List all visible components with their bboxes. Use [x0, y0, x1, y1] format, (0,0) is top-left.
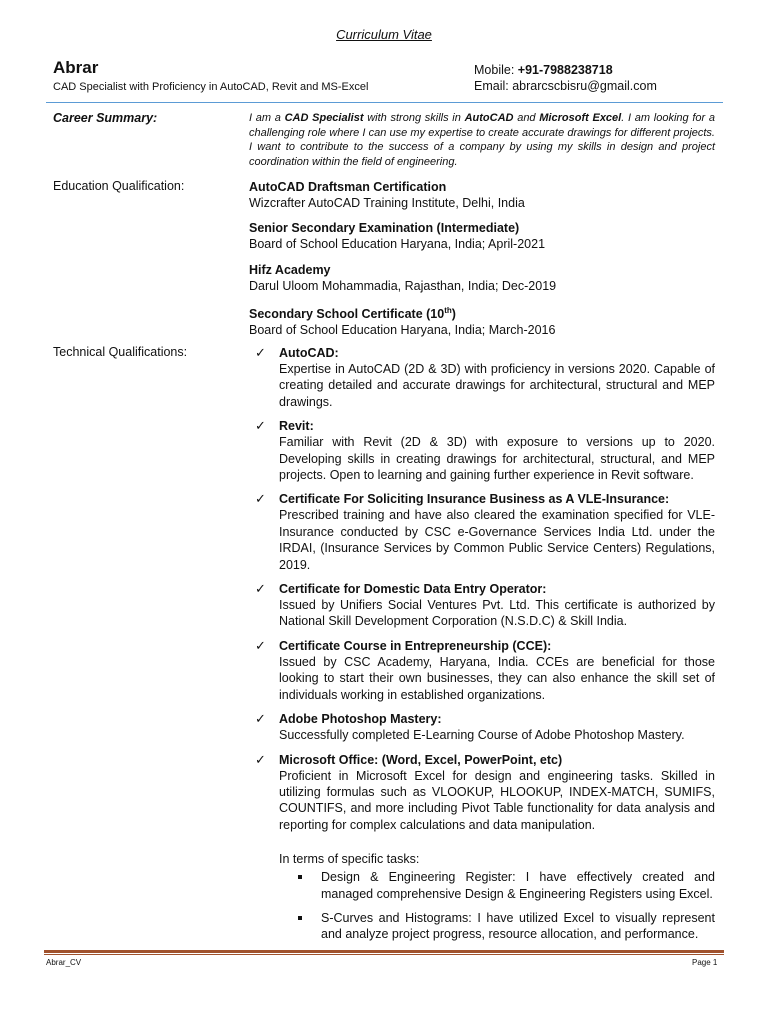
document-title: Curriculum Vitae	[336, 27, 432, 42]
education-item	[249, 303, 719, 338]
email-line	[474, 78, 657, 94]
education-detail: Darul Uloom Mohammadia, Rajasthan, India; Dec-2019	[249, 279, 557, 293]
technical-item-title: Adobe Photoshop Mastery:	[279, 712, 442, 727]
checkmark-icon: ✓	[255, 581, 266, 597]
email-label: Email:	[474, 79, 509, 93]
mobile-line	[474, 62, 657, 78]
technical-item	[249, 711, 715, 743]
checkmark-icon: ✓	[255, 751, 266, 767]
career-summary-text	[249, 111, 715, 169]
checkmark-icon: ✓	[255, 345, 266, 360]
education-item	[249, 220, 719, 252]
footer-divider-thick	[44, 950, 724, 953]
footer-document-name: Abrar_CV	[46, 958, 82, 967]
mobile-number: +91-7988238718	[517, 63, 613, 77]
technical-item-title: Microsoft Office: (Word, Excel, PowerPoint, etc)	[279, 752, 563, 767]
technical-item-detail: Issued by Unifiers Social Ventures Pvt. Ltd. This certificate is authorized by National Skill Development Corporation (N.S.D.C) & Skill India.	[279, 598, 715, 629]
email-address: abrarcscbisru@gmail.com	[512, 79, 657, 93]
technical-item-title: Certificate For Soliciting Insurance Business as A VLE-Insurance:	[279, 492, 670, 507]
summary-text-4: . I am looking for a challenging role where I can use my expertise to create accurate drawings for different projects. I want to contribute to the success of a company by using my skills in design and project coordination within the field of engineering.	[249, 112, 715, 168]
education-title	[249, 303, 719, 322]
mobile-label: Mobile:	[474, 63, 515, 77]
technical-item-detail: Proficient in Microsoft Excel for design and engineering tasks. Skilled in utilizing formulas such as VLOOKUP, HLOOKUP, INDEX-MATCH, SUMIFS, COUNTIFS, and more including Pivot Table functionality for data analysis and reporting for complex calculations and data manipulation.	[279, 768, 715, 832]
education-label: Education Qualification:	[53, 179, 185, 193]
technical-item	[249, 638, 715, 703]
technical-item-title: Certificate Course in Entrepreneurship (CCE):	[279, 638, 552, 653]
career-summary-label: Career Summary:	[53, 111, 158, 125]
checkmark-icon: ✓	[255, 491, 266, 507]
summary-bold-1: CAD Specialist	[284, 112, 364, 124]
technical-item	[249, 752, 715, 943]
summary-bold-2: AutoCAD	[464, 112, 514, 124]
education-title: AutoCAD Draftsman Certification	[249, 180, 447, 194]
technical-item	[249, 345, 715, 410]
summary-bold-3: Microsoft Excel	[539, 112, 622, 124]
education-title-end: )	[451, 307, 456, 322]
checkmark-icon: ✓	[255, 637, 266, 653]
education-title: Senior Secondary Examination (Intermediate)	[249, 221, 520, 235]
contact-block	[474, 62, 657, 94]
header-divider	[46, 102, 723, 103]
technical-label: Technical Qualifications:	[53, 345, 188, 359]
technical-item-title: AutoCAD:	[279, 346, 339, 360]
technical-item	[249, 581, 715, 630]
education-detail: Board of School Education Haryana, India; March-2016	[249, 323, 556, 338]
checkmark-icon: ✓	[255, 711, 266, 727]
summary-text-3: and	[513, 112, 540, 124]
square-bullet-icon	[298, 875, 302, 879]
education-title-text: Secondary School Certificate (10	[249, 307, 445, 322]
education-title-superscript: th	[444, 306, 452, 315]
technical-list	[249, 345, 715, 951]
education-item	[249, 179, 719, 211]
summary-text-1: I am a	[249, 112, 285, 124]
specific-task-text: S-Curves and Histograms: I have utilized Excel to visually represent and analyze project progress, resource allocation, and performance.	[321, 910, 715, 942]
technical-item-detail: Issued by CSC Academy, Haryana, India. CCEs are beneficial for those looking to start their own businesses, they can also enhance the skill set of individuals working in established organizations.	[279, 654, 715, 702]
technical-item-detail: Successfully completed E-Learning Course of Adobe Photoshop Mastery.	[279, 728, 685, 743]
technical-item	[249, 418, 715, 483]
footer-page-number: Page 1	[692, 958, 718, 967]
summary-text-2: with strong skills in	[363, 112, 465, 124]
specific-task-item	[279, 910, 715, 943]
footer-divider-thin	[44, 954, 724, 955]
education-detail: Board of School Education Haryana, India; April-2021	[249, 237, 546, 251]
specific-tasks-list	[279, 869, 715, 943]
specific-task-text: Design & Engineering Register: I have effectively created and managed comprehensive Design & Engineering Registers using Excel.	[321, 870, 715, 901]
technical-item-detail: Expertise in AutoCAD (2D & 3D) with proficiency in versions 2020. Capable of creating detailed and accurate drawings for architectural, structural and MEP drawings.	[279, 362, 715, 409]
candidate-tagline: CAD Specialist with Proficiency in AutoCAD, Revit and MS-Excel	[53, 81, 369, 93]
candidate-name: Abrar	[53, 58, 99, 77]
specific-tasks-intro: In terms of specific tasks:	[279, 852, 420, 867]
specific-task-item	[279, 869, 715, 902]
education-item	[249, 262, 719, 294]
technical-item-detail: Familiar with Revit (2D & 3D) with exposure to versions up to 2020. Developing skills in creating drawings for architectural, structural, and MEP projects. Open to learning and gaining further experience in Revit software.	[279, 435, 715, 483]
education-title: Hifz Academy	[249, 263, 331, 277]
technical-item	[249, 491, 715, 573]
technical-item-title: Revit:	[279, 419, 314, 434]
education-detail: Wizcrafter AutoCAD Training Institute, Delhi, India	[249, 196, 525, 210]
checkmark-icon: ✓	[255, 418, 266, 434]
square-bullet-icon	[298, 916, 302, 920]
technical-item-detail: Prescribed training and have also cleared the examination specified for VLE-Insurance conducted by CSC e-Governance Services India Ltd. under the IRDAI, (Insurance Services by Common Public Service Centers) Regulations, 2019.	[279, 508, 715, 572]
technical-item-title: Certificate for Domestic Data Entry Operator:	[279, 582, 547, 597]
